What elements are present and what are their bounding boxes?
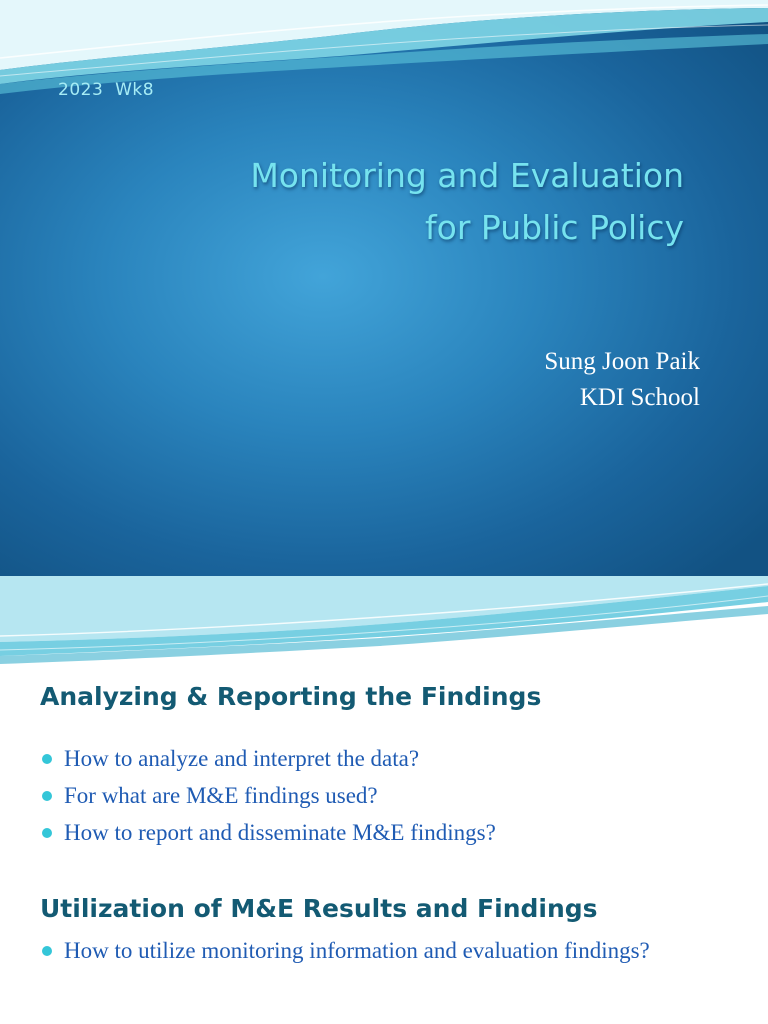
bullet-text: How to utilize monitoring information and evaluation findings? xyxy=(64,938,650,963)
content-slide xyxy=(0,576,768,1024)
bullet-list-analyzing xyxy=(42,744,732,855)
title-line: for Public Policy xyxy=(425,208,684,247)
author-name: Sung Joon Paik xyxy=(544,348,700,375)
bullet-dot-icon xyxy=(42,946,52,956)
bullet-text: How to analyze and interpret the data? xyxy=(64,746,420,771)
title-line: Monitoring and Evaluation xyxy=(250,156,684,195)
section-heading-utilization: Utilization of M&E Results and Findings xyxy=(40,894,598,923)
bullet-dot-icon xyxy=(42,791,52,801)
bullet-dot-icon xyxy=(42,828,52,838)
author-affiliation: KDI School xyxy=(579,384,700,411)
author-block xyxy=(544,344,700,416)
bullet-text: How to report and disseminate M&E findings? xyxy=(64,820,496,845)
week-label: 2023 Wk8 xyxy=(58,80,155,100)
list-item xyxy=(42,781,732,811)
list-item xyxy=(42,936,732,966)
bullet-list-utilization xyxy=(42,936,732,973)
section-heading-analyzing: Analyzing & Reporting the Findings xyxy=(40,682,542,711)
list-item xyxy=(42,818,732,848)
bullet-dot-icon xyxy=(42,754,52,764)
list-item xyxy=(42,744,732,774)
bullet-text: For what are M&E findings used? xyxy=(64,783,378,808)
presentation-title xyxy=(124,150,684,254)
decorative-wave-top xyxy=(0,576,768,668)
